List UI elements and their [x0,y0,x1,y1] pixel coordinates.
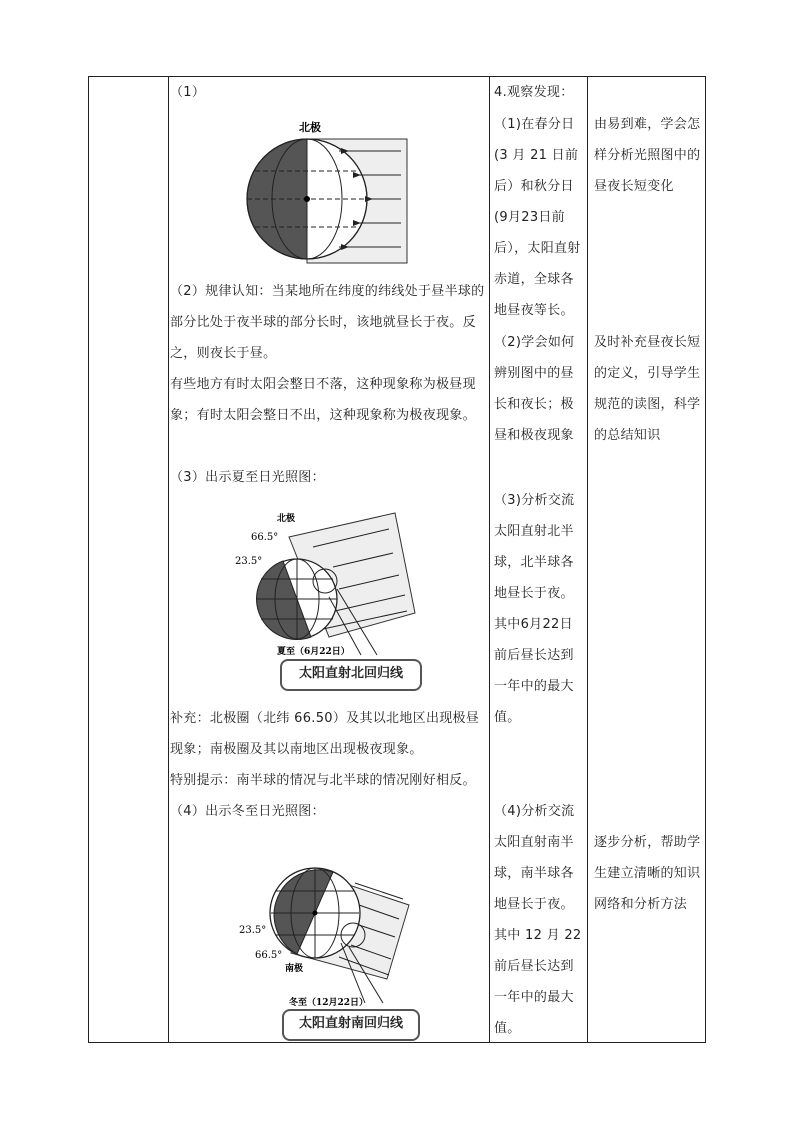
latitude-label: 66.5° [251,532,279,543]
item4-label: （4）出示冬至日光照图： [170,804,325,819]
observation-2: （2)学会如何辨别图中的昼长和夜长；极昼和极夜现象 [494,335,575,443]
item3-label: （3）出示夏至日光照图： [170,470,325,485]
supplement-paragraph: 补充：北极圈（北纬 66.50）及其以北地区出现极昼现象；南极圈及其以南地区出现极夜现象。 [170,711,480,757]
column-divider [168,77,169,1042]
latitude-label: 66.5° [255,950,283,961]
north-pole-label: 北极 [299,121,321,134]
intent-3: 逐步分析，帮助学生建立清晰的知识网络和分析方法 [594,835,701,912]
observation-3: （3)分析交流太阳直射北半球，北半球各地昼长于夜。其中6月22日前后昼长达到一年中的最大值。 [494,493,575,725]
latitude-label: 23.5° [235,556,263,567]
latitude-label: 23.5° [239,925,267,936]
lesson-table [88,76,706,1043]
date-label: 冬至（12月22日） [289,998,369,1008]
item1-label: （1） [170,85,206,100]
observation-4: （4)分析交流太阳直射南半球，南半球各地昼长于夜。其中 12 月 22 前后昼长达到一年中的最大值。 [494,804,582,1036]
polar-paragraph: 有些地方有时太阳会整日不落，这种现象称为极昼现象；有时太阳会整日不出，这种现象称为极夜现象。 [170,377,476,423]
intent-2: 及时补充昼夜长短的定义，引导学生规范的读图，科学的总结知识 [594,335,701,443]
tip-paragraph: 特别提示：南半球的情况与北半球的情况刚好相反。 [170,773,476,788]
south-pole-label: 南极 [285,964,304,974]
summer-solstice-diagram [227,507,427,657]
equinox-diagram [241,121,421,271]
rule-paragraph: （2）规律认知：当某地所在纬度的纬线处于昼半球的部分比处于夜半球的部分长时，该地就昼长于夜。反之，则夜长于昼。 [170,284,485,361]
observation-heading: 4.观察发现： [494,85,574,100]
caption-south-tropic: 太阳直射南回归线 [282,1009,420,1041]
winter-solstice-diagram [231,863,431,1013]
column-divider [587,77,588,1042]
north-pole-label: 北极 [277,514,296,524]
intent-1: 由易到难，学会怎样分析光照图中的昼夜长短变化 [594,117,701,194]
column-divider [489,77,490,1042]
date-label: 夏至（6月22日） [277,647,350,657]
observation-1: （1)在春分日(3 月 21 日前后）和秋分日(9月23日前后），太阳直射赤道，全球各地昼夜等长。 [494,117,581,318]
caption-north-tropic: 太阳直射北回归线 [280,659,422,691]
